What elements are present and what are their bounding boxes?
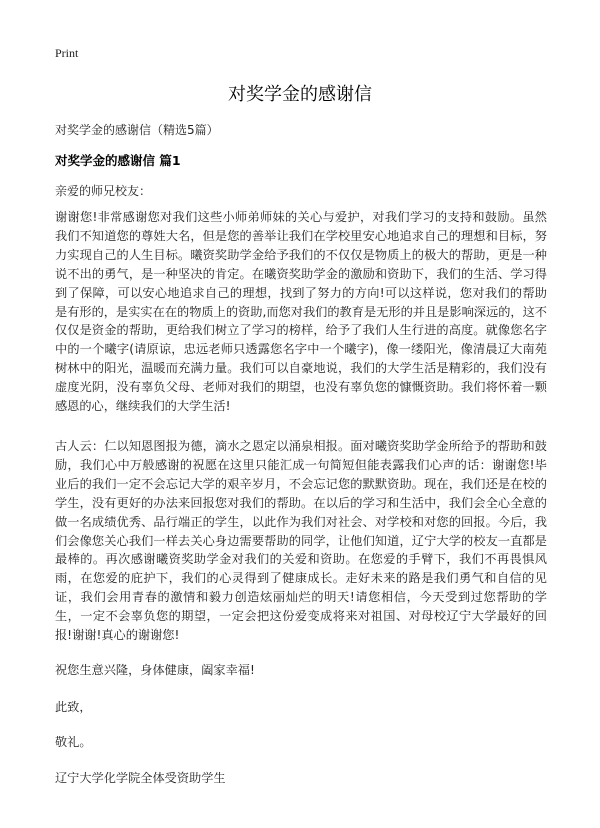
paragraph-1: 谢谢您!非常感谢您对我们这些小师弟师妹的关心与爱护，对我们学习的支持和鼓励。虽然我们不知道您的尊姓大名，但是您的善举让我们在学校里安心地追求自己的理想和目标，努力实现自己的人生目标。曦资奖助学金给予我们的不仅仅是物质上的极大的帮助，更是一种说不出的勇气，是一种坚决的肯定。在曦资奖助学金的激励和资助下，我们的生活、学习得到了保障，可以安心地追求自己的理想，找到了努力的方向!可以这样说，您对我们的帮助是有形的，是实实在在的物质上的资助,而您对我们的教育是无形的并且是影响深远的，这不仅仅是资金的帮助，更给我们树立了学习的榜样，给予了我们人生行进的高度。就像您名字中的一个曦字(请原谅，忠远老师只透露您名字中一个曦字)，像一缕阳光，像清晨辽大南苑树林中的阳光，温暖而充满力量。我们可以自豪地说，我们的大学生活是精彩的，我们没有虚度光阴，没有辜负父母、老师对我们的期望，也没有辜负您的慷慨资助。我们将怀着一颗感恩的心，继续我们的大学生活! [55, 210, 547, 414]
signature: 辽宁大学化学院全体受资助学生 [55, 771, 226, 785]
document-subtitle: 对奖学金的感谢信（精选5篇） [55, 123, 219, 137]
closing-line-2: 敬礼。 [55, 735, 92, 749]
paragraph-2: 古人云：仁以知恩图报为德，滴水之恩定以涌泉相报。面对曦资奖助学金所给予的帮助和鼓励，我们心中万般感谢的祝愿在这里只能汇成一句简短但能表露我们心声的话：谢谢您!毕业后的我们一定不会忘记大学的艰辛岁月，不会忘记您的默默资助。现在，我们还是在校的学生，没有更好的办法来回报您对我们的帮助。在以后的学习和生活中，我们会全心全意的做一名成绩优秀、品行端正的学生，以此作为我们对社会、对学校和对您的回报。今后，我们会像您关心我们一样去关心身边需要帮助的同学，让他们知道，辽宁大学的校友一直都是最棒的。再次感谢曦资奖助学金对我们的关爱和资助。在您爱的手臂下，我们不再畏惧风雨，在您爱的庇护下，我们的心灵得到了健康成长。走好未来的路是我们勇气和自信的见证，我们会用青春的激情和毅力创造炫丽灿烂的明天!请您相信，今天受到过您帮助的学生，一定不会辜负您的期望，一定会把这份爱变成将来对祖国、对母校辽宁大学最好的回报!谢谢!真心的谢谢您! [55, 439, 547, 643]
closing-line-1: 此致， [55, 700, 92, 714]
salutation: 亲爱的师兄校友： [55, 184, 152, 198]
page-title: 对奖学金的感谢信 [228, 84, 372, 105]
closing-wish: 祝您生意兴隆，身体健康，阖家幸福! [55, 663, 255, 677]
section-heading: 对奖学金的感谢信 篇1 [55, 153, 181, 168]
print-label: Print [55, 46, 79, 60]
